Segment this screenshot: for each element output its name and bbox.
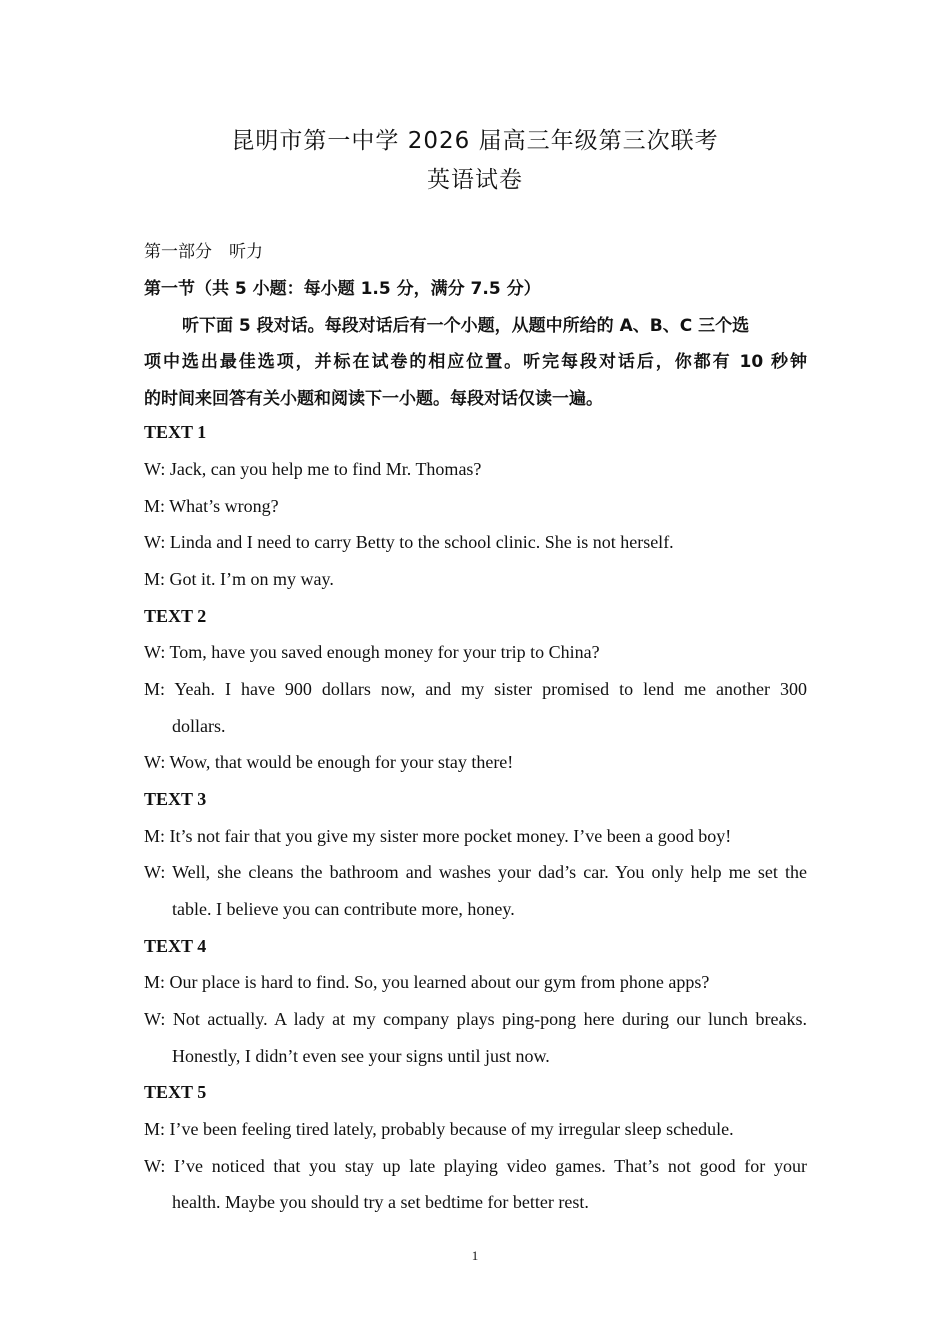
dialogue-line: M: Yeah. I have 900 dollars now, and my sister promised to lend me another 300 (144, 679, 807, 699)
exam-title: 昆明市第一中学 2026 届高三年级第三次联考 (231, 128, 719, 154)
instruction-line: 项中选出最佳选项，并标在试卷的相应位置。听完每段对话后，你都有 10 秒钟 (144, 352, 807, 372)
text-heading: TEXT 5 (144, 1082, 207, 1102)
text-heading: TEXT 4 (144, 936, 207, 956)
text-heading: TEXT 3 (144, 789, 207, 809)
dialogue-line: W: Wow, that would be enough for your stay there! (144, 752, 514, 772)
dialogue-line: M: It’s not fair that you give my sister more pocket money. I’ve been a good boy! (144, 826, 732, 846)
dialogue-line: M: What’s wrong? (144, 496, 279, 516)
dialogue-line: W: I’ve noticed that you stay up late playing video games. That’s not good for your (144, 1156, 807, 1176)
dialogue-line: W: Jack, can you help me to find Mr. Thomas? (144, 459, 482, 479)
dialogue-line: M: I’ve been feeling tired lately, probably because of my irregular sleep schedule. (144, 1119, 734, 1139)
text-heading: TEXT 2 (144, 606, 207, 626)
text-heading: TEXT 1 (144, 422, 207, 442)
dialogue-line: dollars. (172, 716, 226, 736)
instruction-line: 听下面 5 段对话。每段对话后有一个小题，从题中所给的 A、B、C 三个选 (182, 316, 750, 336)
instruction-line: 的时间来回答有关小题和阅读下一小题。每段对话仅读一遍。 (144, 389, 603, 409)
dialogue-line: table. I believe you can contribute more, honey. (172, 899, 515, 919)
dialogue-line: M: Our place is hard to find. So, you learned about our gym from phone apps? (144, 972, 710, 992)
dialogue-line: health. Maybe you should try a set bedtime for better rest. (172, 1192, 589, 1212)
dialogue-line: M: Got it. I’m on my way. (144, 569, 334, 589)
dialogue-line: W: Tom, have you saved enough money for your trip to China? (144, 642, 600, 662)
page-number: 1 (471, 1248, 479, 1263)
dialogue-line: W: Not actually. A lady at my company plays ping-pong here during our lunch breaks. (144, 1009, 807, 1029)
section-heading: 第一节（共 5 小题：每小题 1.5 分，满分 7.5 分） (144, 279, 541, 299)
dialogue-line: W: Linda and I need to carry Betty to the school clinic. She is not herself. (144, 532, 674, 552)
exam-subtitle: 英语试卷 (427, 167, 523, 193)
dialogue-line: Honestly, I didn’t even see your signs until just now. (172, 1046, 550, 1066)
part-heading: 第一部分 听力 (144, 242, 263, 262)
dialogue-line: W: Well, she cleans the bathroom and washes your dad’s car. You only help me set the (144, 862, 807, 882)
